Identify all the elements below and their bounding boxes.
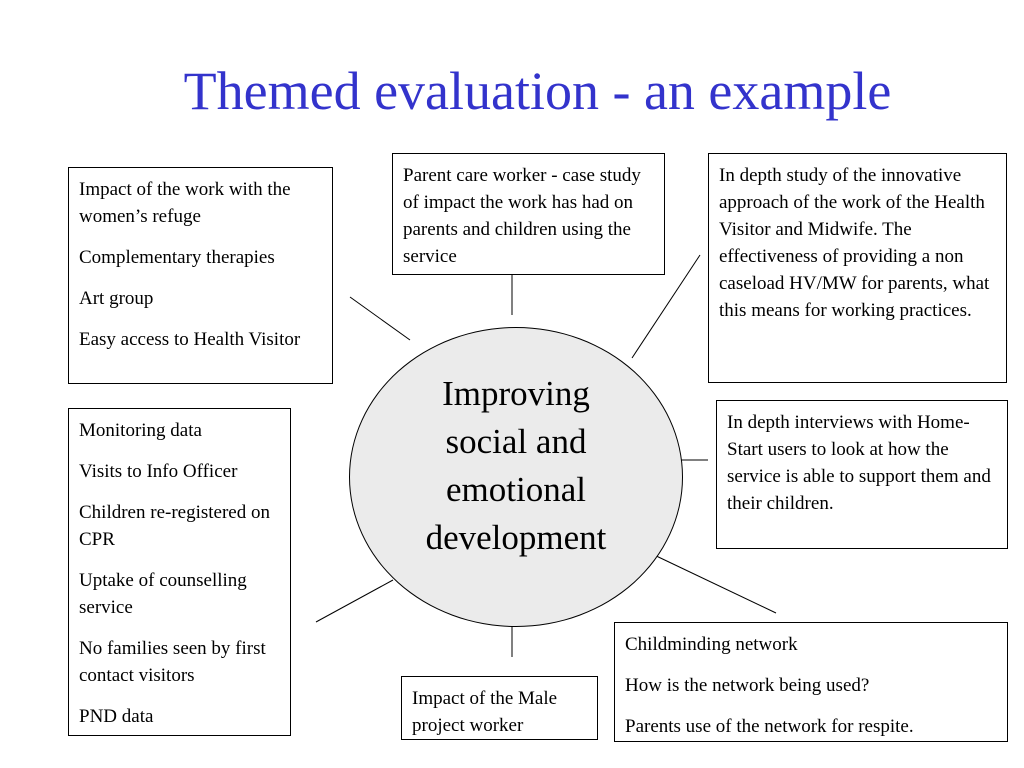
connector-bottom-left	[316, 580, 393, 622]
box-item: In depth interviews with Home-Start users to look at how the service is able to support them and their children.	[727, 412, 991, 514]
box-item: No families seen by first contact visitors	[79, 638, 266, 686]
slide-title: Themed evaluation - an example	[183, 61, 892, 121]
box-middle-right	[716, 400, 1008, 549]
central-theme-line: emotional	[446, 470, 586, 509]
box-item: Art group	[79, 288, 154, 309]
box-item: Uptake of counselling service	[79, 570, 247, 618]
box-item: In depth study of the innovative approach of the work of the Health Visitor and Midwife. The effectiveness of providing a non caseload HV/MW for parents, what this means for working practices.	[719, 165, 990, 321]
central-theme-line: social and	[445, 422, 587, 461]
connector-top-left	[350, 297, 410, 340]
box-item: Impact of the Male project worker	[412, 688, 558, 736]
box-top-right	[708, 153, 1007, 383]
box-top-left	[68, 167, 333, 384]
box-item: How is the network being used?	[625, 675, 870, 696]
box-item: Children re-registered on CPR	[79, 502, 270, 550]
box-item: Parent care worker - case study of impact the work has had on parents and children using the service	[403, 165, 641, 267]
box-item: Monitoring data	[79, 420, 202, 441]
box-top-center	[392, 153, 665, 275]
box-item: Parents use of the network for respite.	[625, 716, 914, 737]
box-bottom-right	[614, 622, 1008, 742]
central-theme-line: development	[425, 518, 607, 557]
central-theme-line: Improving	[442, 374, 590, 413]
box-item: Visits to Info Officer	[79, 461, 238, 482]
central-theme-label	[349, 370, 683, 562]
box-item: Easy access to Health Visitor	[79, 329, 301, 350]
box-middle-left	[68, 408, 291, 736]
connector-bottom-right	[650, 553, 776, 613]
box-item: Complementary therapies	[79, 247, 275, 268]
box-item: PND data	[79, 706, 154, 727]
box-item: Impact of the work with the women’s refuge	[79, 179, 291, 227]
box-item: Childminding network	[625, 634, 798, 655]
box-bottom-center	[401, 676, 598, 740]
